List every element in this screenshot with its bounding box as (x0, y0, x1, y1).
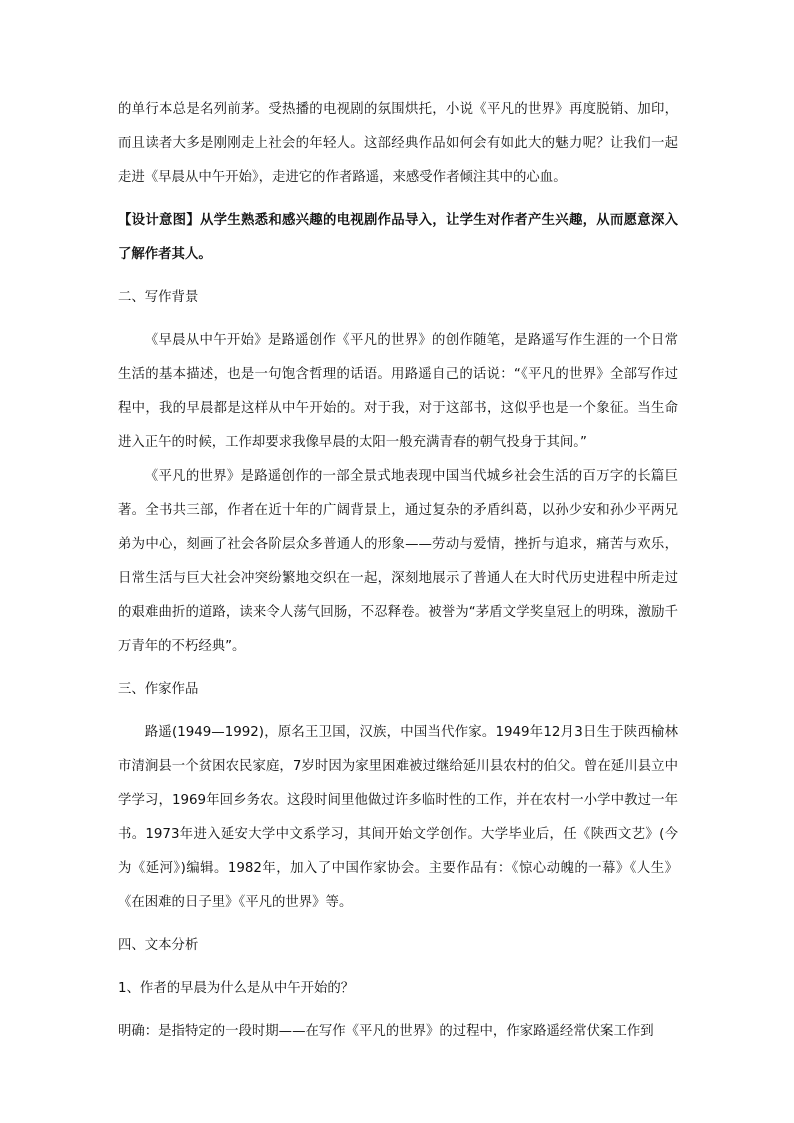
design-intent-paragraph: 【设计意图】从学生熟悉和感兴趣的电视剧作品导入，让学生对作者产生兴趣，从而愿意深入了解作者其人。 (118, 213, 678, 262)
document-page (118, 93, 678, 1049)
section-heading-author-works: 三、作家作品 (118, 682, 199, 697)
analysis-answer-1: 明确：是指特定的一段时期——在写作《平凡的世界》的过程中，作家路遥经常伏案工作到 (118, 1024, 654, 1039)
writing-background-paragraph-2: 《平凡的世界》是路遥创作的一部全景式地表现中国当代城乡社会生活的百万字的长篇巨著。全书共三部，作者在近十年的广阔背景上，通过复杂的矛盾纠葛，以孙少安和孙少平两兄弟为中心，刻画了社会各阶层众多普通人的形象——劳动与爱情，挫折与追求，痛苦与欢乐，日常生活与巨大社会冲突纷繁地交织在一起，深刻地展示了普通人在大时代历史进程中所走过的艰难曲折的道路，读来令人荡气回肠，不忍释卷。被誉为“茅盾文学奖皇冠上的明珠，激励千万青年的不朽经典”。 (118, 469, 678, 654)
writing-background-paragraph-1: 《早晨从中午开始》是路遥创作《平凡的世界》的创作随笔，是路遥写作生涯的一个日常生活的基本描述，也是一句饱含哲理的话语。用路遥自己的话说：“《平凡的世界》全部写作过程中，我的早晨都是这样从中午开始的。对于我，对于这部书，这似乎也是一个象征。当生命进入正午的时候，工作却要求我像早晨的太阳一般充满青春的朝气投身于其间。” (118, 333, 678, 450)
section-heading-writing-background: 二、写作背景 (118, 290, 199, 305)
section-heading-text-analysis: 四、文本分析 (118, 938, 199, 953)
author-works-paragraph: 路遥(1949—1992)，原名王卫国，汉族，中国当代作家。1949年12月3日生于陕西榆林市清涧县一个贫困农民家庭，7岁时因为家里困难被过继给延川县农村的伯父。曾在延川县立中学学习，1969年回乡务农。这段时间里他做过许多临时性的工作，并在农村一小学中教过一年书。1973年进入延安大学中文系学习，其间开始文学创作。大学毕业后，任《陕西文艺》(今为《延河》)编辑。1982年，加入了中国作家协会。主要作品有：《惊心动魄的一幕》《人生》《在困难的日子里》《平凡的世界》等。 (118, 725, 678, 910)
analysis-question-1: 1、作者的早晨为什么是从中午开始的？ (118, 981, 355, 996)
intro-paragraph: 的单行本总是名列前茅。受热播的电视剧的氛围烘托，小说《平凡的世界》再度脱销、加印，而且读者大多是刚刚走上社会的年轻人。这部经典作品如何会有如此大的魅力呢？让我们一起走进《早晨从中午开始》，走进它的作者路遥，来感受作者倾注其中的心血。 (118, 102, 678, 185)
